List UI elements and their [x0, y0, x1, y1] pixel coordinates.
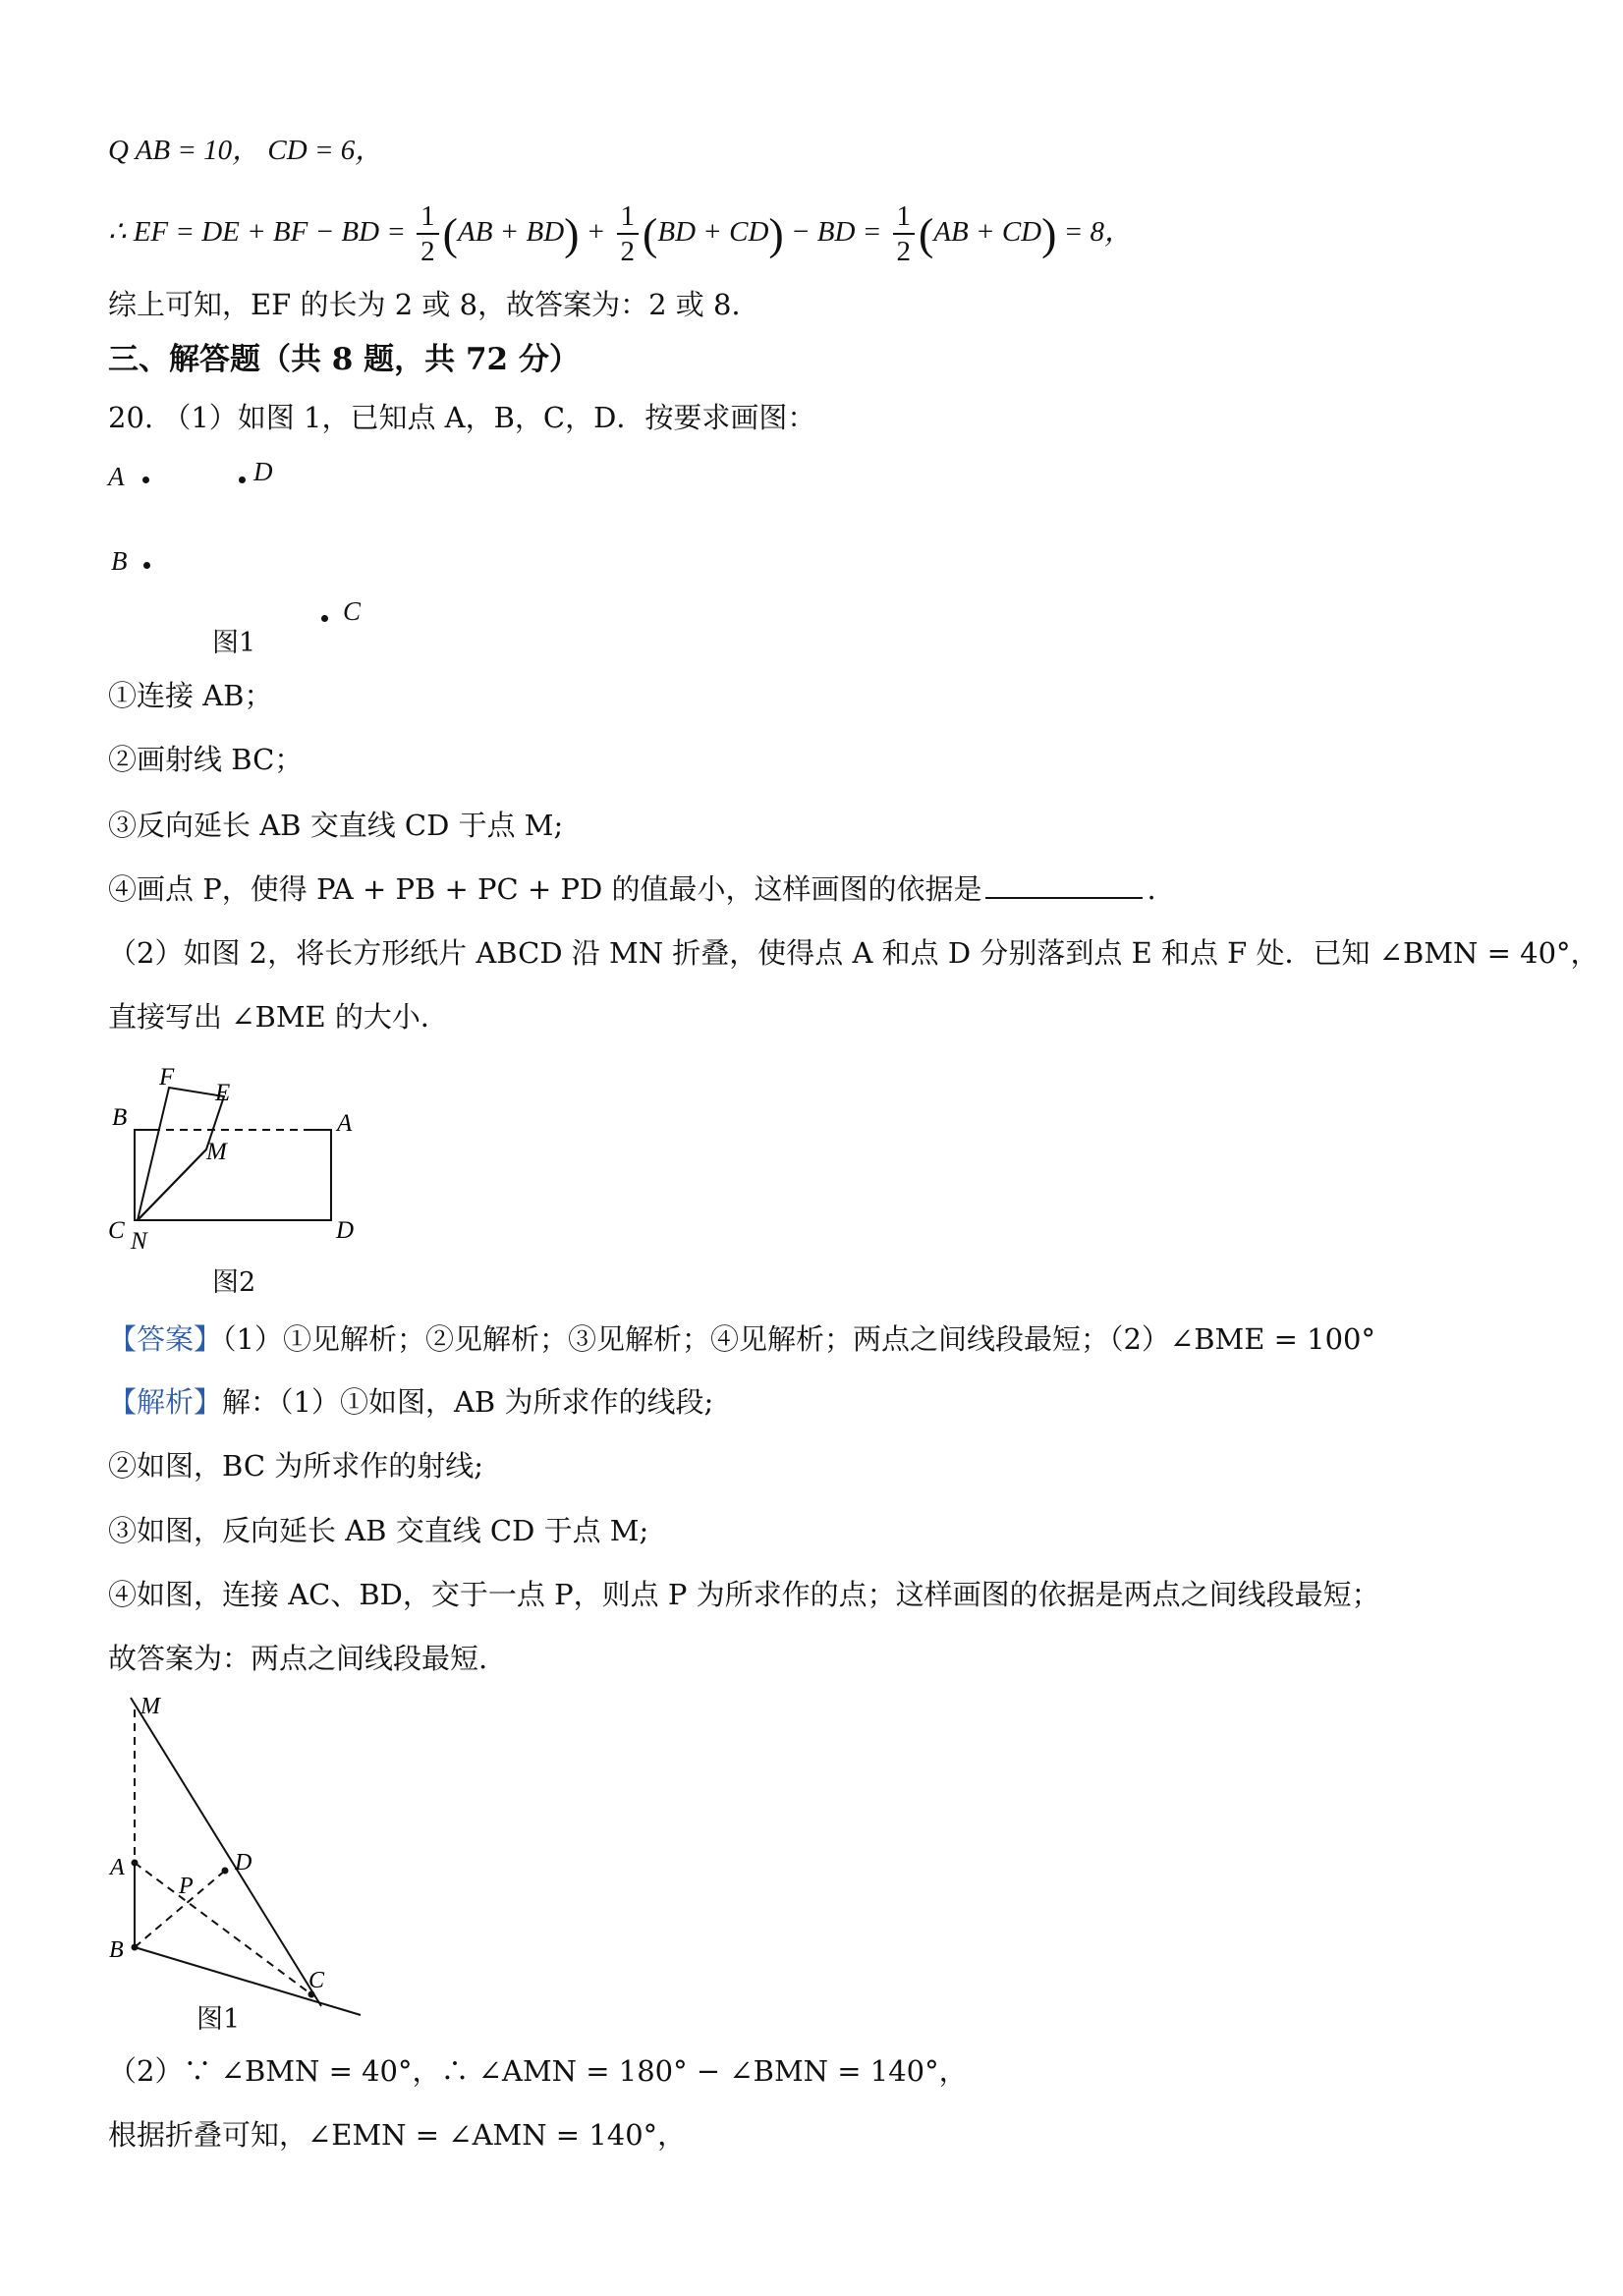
- explanation-tag: 【解析】: [108, 1385, 223, 1419]
- fraction-half-3: $\frac{1}{2}$: [893, 199, 916, 268]
- ef-mid: − BD =: [790, 216, 882, 248]
- explanation-line: [108, 1382, 713, 1422]
- figure-2-folded-rectangle: [98, 1056, 393, 1282]
- sol-label-p: P: [179, 1874, 194, 1899]
- given-lengths: Q AB = 10， CD = 6，: [108, 135, 384, 166]
- ef-part2: BD + CD: [657, 216, 769, 248]
- answer-text: （1）①见解析；②见解析；③见解析；④见解析；两点之间线段最短；（2）∠BME = 100°: [222, 1322, 1375, 1356]
- dot-d: [222, 1868, 229, 1875]
- fraction-half-1: $\frac{1}{2}$: [417, 199, 439, 268]
- dot-b: [132, 1944, 139, 1951]
- label-e: E: [215, 1080, 231, 1106]
- sol-label-d: D: [235, 1850, 252, 1876]
- step-1: ①连接 AB；: [108, 679, 273, 712]
- point-d-label: D: [253, 457, 273, 486]
- ef-prefix: ∴ EF = DE + BF − BD =: [108, 216, 406, 248]
- crease-mn: [138, 1149, 206, 1220]
- rectangle-abcd: [135, 1130, 331, 1220]
- dot-a: [132, 1860, 139, 1867]
- explanation-2: ②如图，BC 为所求作的射线;: [108, 1449, 484, 1483]
- figure-1-caption: 图1: [212, 628, 256, 658]
- point-b: [143, 562, 150, 569]
- sol-label-b: B: [109, 1937, 124, 1963]
- explanation-3: ③如图，反向延长 AB 交直线 CD 于点 M;: [108, 1514, 649, 1547]
- line-cd: [131, 1698, 321, 2006]
- sol-label-m: M: [140, 1694, 160, 1719]
- section-heading: 三、解答题（共 8 题，共 72 分）: [108, 342, 580, 377]
- label-f: F: [159, 1064, 175, 1091]
- answer-tag: 【答案】: [108, 1322, 223, 1356]
- step-2: ②画射线 BC；: [108, 743, 304, 776]
- explanation-4: ④如图，连接 AC、BD，交于一点 P，则点 P 为所求作的点；这样画图的依据是两点之间线段最短；: [108, 1578, 1380, 1611]
- point-b-label: B: [111, 546, 128, 576]
- fraction-half-2: $\frac{1}{2}$: [617, 199, 640, 268]
- label-n: N: [131, 1228, 147, 1255]
- step-4-text: ④画点 P，使得 PA + PB + PC + PD 的值最小，这样画图的依据是: [108, 872, 982, 906]
- sol-label-a: A: [110, 1855, 125, 1880]
- explanation-5: 故答案为：两点之间线段最短.: [108, 1642, 488, 1675]
- answer-line: [108, 1319, 1375, 1359]
- ef-part3: AB + CD: [933, 216, 1042, 248]
- question-20-part2: （2）如图 2，将长方形纸片 ABCD 沿 MN 折叠，使得点 A 和点 D 分别落到点 E 和点 F 处．已知 ∠BMN = 40°，: [108, 936, 1599, 970]
- ef-computation: ∴ EF = DE + BF − BD = $\frac{1}{2}$ (AB + BD) + $\frac{1}{2}$ (BD + CD) − BD = $\frac{1}{2}$ (AB + CD) = 8，: [108, 200, 1134, 268]
- step-4: [108, 869, 1156, 909]
- sol-label-c: C: [308, 1968, 325, 1993]
- ef-plus: +: [586, 216, 606, 248]
- point-d: [239, 476, 246, 483]
- answer-blank: [985, 869, 1143, 899]
- point-c-label: C: [343, 596, 362, 626]
- question-20: 20. （1）如图 1，已知点 A，B，C，D．按要求画图：: [108, 401, 816, 434]
- fold-step-2: 根据折叠可知，∠EMN = ∠AMN = 140°，: [108, 2118, 687, 2152]
- summary-line: 综上可知，EF 的长为 2 或 8，故答案为：2 或 8.: [108, 288, 741, 321]
- figure-1-solution-caption: 图1: [196, 2004, 241, 2035]
- figure-1-solution: [93, 1690, 378, 2024]
- label-a: A: [337, 1110, 353, 1137]
- figure-2-caption: 图2: [212, 1267, 256, 1298]
- step-3: ③反向延长 AB 交直线 CD 于点 M;: [108, 809, 564, 842]
- point-a: [142, 476, 149, 483]
- label-b: B: [112, 1104, 128, 1131]
- label-c: C: [108, 1217, 125, 1244]
- point-a-label: A: [108, 462, 125, 491]
- label-d: D: [336, 1217, 355, 1244]
- point-c: [321, 615, 328, 622]
- fold-step-1: （2）∵ ∠BMN = 40°，∴ ∠AMN = 180° − ∠BMN = 140°，: [108, 2054, 968, 2088]
- ray-bc: [135, 1947, 361, 2015]
- explanation-text: 解：（1）①如图，AB 为所求作的线段;: [222, 1385, 714, 1419]
- step-4-end: .: [1147, 872, 1156, 906]
- question-20-part2-ask: 直接写出 ∠BME 的大小．: [108, 1000, 449, 1034]
- label-m: M: [206, 1139, 227, 1165]
- ef-part1: AB + BD: [457, 216, 565, 248]
- ef-end: = 8，: [1063, 216, 1134, 248]
